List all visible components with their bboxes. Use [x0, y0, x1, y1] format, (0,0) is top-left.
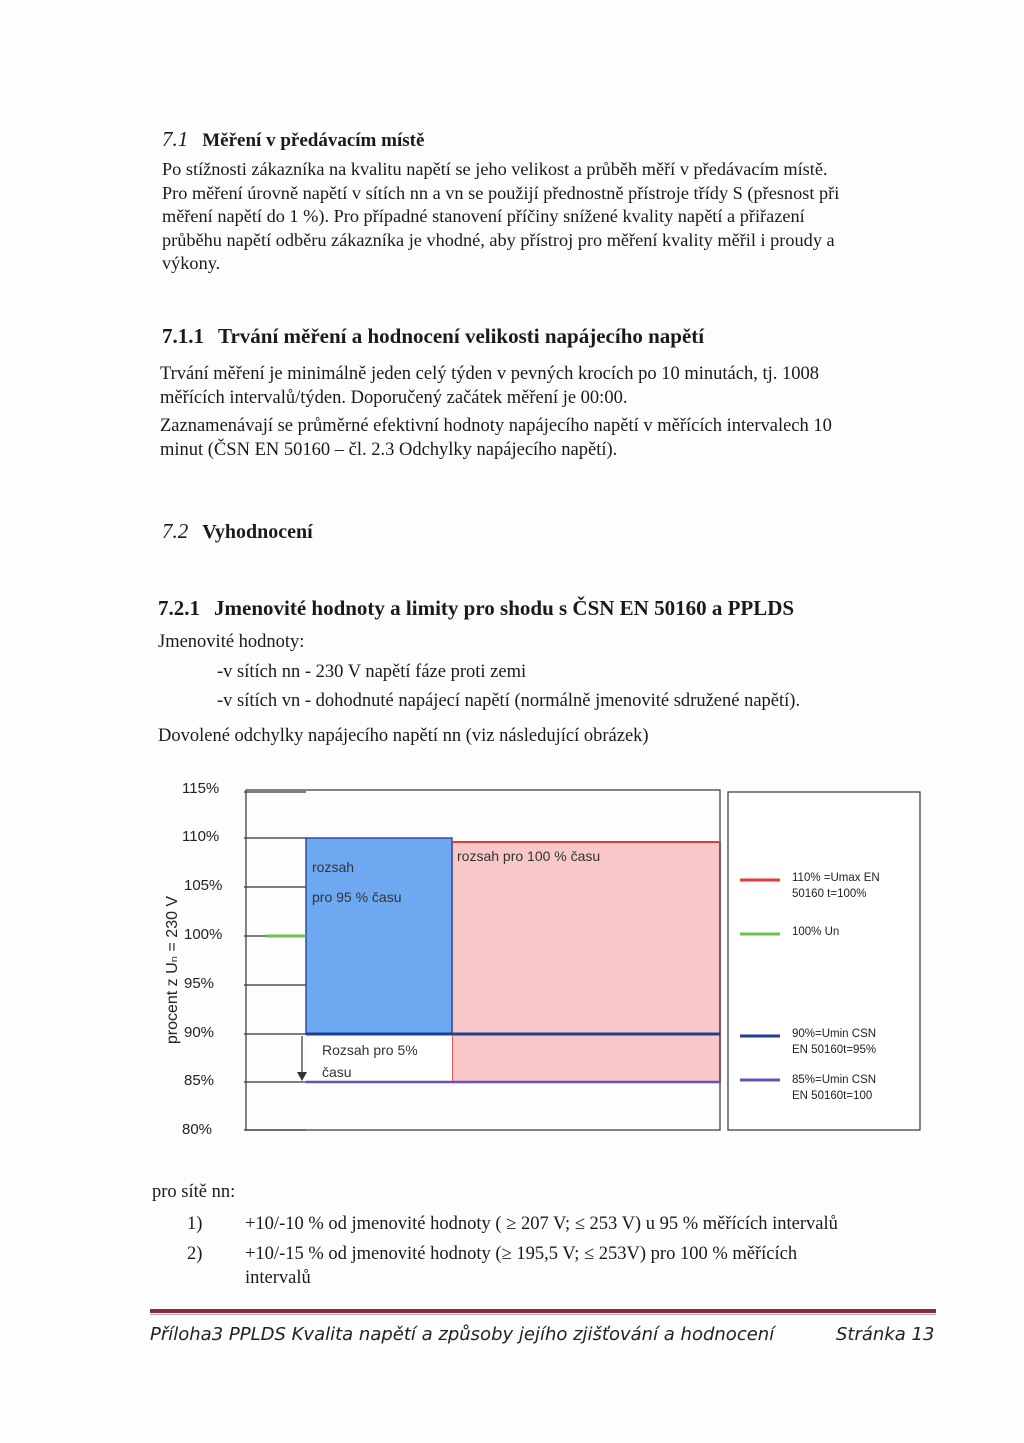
section-number: 7.1.1 [162, 324, 204, 348]
section-title: Jmenovité hodnoty a limity pro shodu s ČSN EN 50160 a PPLDS [214, 596, 795, 620]
paragraph-line: měření napětí do 1 %). Pro případné stanovení příčiny snížené kvality napětí a přiřazení [162, 206, 805, 226]
y-tick-label: 105% [184, 877, 223, 894]
section-number: 7.2.1 [158, 596, 200, 620]
legend-entry-line: EN 50160t=95% [792, 1044, 877, 1056]
y-tick-label: 85% [184, 1072, 215, 1089]
nn-item-number: 2) [187, 1244, 203, 1264]
paragraph-line: Pro měření úrovně napětí v sítích nn a vn se použijí přednostně přístroje třídy S (přesnost při [162, 182, 840, 203]
voltage-deviation-chart [140, 770, 940, 1170]
paragraph-line: průběhu napětí odběru zákazníka je vhodné, aby přístroj pro měření kvality měřil i proudy a [162, 229, 835, 250]
section-title: Vyhodnocení [202, 521, 313, 543]
legend-entry-line: 85%=Umin CSN [792, 1074, 877, 1086]
nn-item-text: +10/-15 % od jmenovité hodnoty (≥ 195,5 V; ≤ 253V) pro 100 % měřících [245, 1244, 798, 1264]
y-tick-label: 115% [182, 780, 220, 797]
y-tick-label: 100% [184, 926, 223, 943]
legend-entry-line: 50160 t=100% [792, 888, 867, 900]
box-95-label [312, 852, 402, 912]
section-7-1-heading [162, 127, 424, 152]
box-95-label-line: pro 95 % času [312, 889, 402, 905]
y-tick-label: 80% [182, 1121, 213, 1138]
legend-entry-line: EN 50160t=100 [792, 1090, 873, 1102]
nominal-item: -v sítích vn - dohodnuté napájecí napětí (normálně jmenovité sdružené napětí). [217, 691, 801, 711]
section-title: Měření v předávacím místě [202, 130, 425, 151]
legend-entry [792, 870, 880, 902]
section-number: 7.2 [162, 519, 189, 543]
footer-title: Příloha3 PPLDS Kvalita napětí a způsoby jejího zjišťování a hodnocení [150, 1324, 775, 1345]
area-100-percent [452, 842, 720, 1082]
nominal-values-label: Jmenovité hodnoty: [158, 632, 305, 652]
y-tick-label: 95% [184, 975, 215, 992]
box-5-label-line: času [322, 1064, 352, 1080]
y-axis-label: procent z Uₙ = 230 V [164, 895, 181, 1045]
paragraph-line: Po stížnosti zákazníka na kvalitu napětí se jeho velikost a průběh měří v předávacím místě. [162, 159, 828, 179]
paragraph-line: minut (ČSN EN 50160 – čl. 2.3 Odchylky napájecího napětí). [160, 440, 618, 460]
legend-entry-line: 90%=Umin CSN [792, 1028, 877, 1040]
paragraph-line: měřících intervalů/týden. Doporučený začátek měření je 00:00. [160, 388, 628, 408]
paragraph-line: Trvání měření je minimálně jeden celý týden v pevných krocích po 10 minutách, tj. 1008 [160, 364, 819, 384]
nominal-item: -v sítích nn - 230 V napětí fáze proti zemi [217, 662, 527, 682]
section-7-2-1-heading [158, 596, 794, 621]
y-tick-label: 110% [182, 828, 220, 845]
legend-entry-line: 110% =Umax EN [792, 872, 880, 884]
footer-rule-thin [150, 1314, 936, 1315]
section-number: 7.1 [162, 127, 189, 151]
footer-rule [150, 1309, 936, 1313]
paragraph-line: výkony. [162, 253, 221, 273]
paragraph-line: Zaznamenávají se průměrné efektivní hodnoty napájecího napětí v měřících intervalech 10 [160, 416, 832, 436]
section-7-1-1-paragraph-1 [160, 362, 940, 410]
page-number: Stránka 13 [836, 1324, 935, 1345]
deviation-intro: Dovolené odchylky napájecího napětí nn (viz následující obrázek) [158, 726, 649, 746]
box-95-label-line: rozsah [312, 859, 355, 875]
legend-entry [792, 1026, 876, 1058]
nn-item-text-cont: intervalů [245, 1268, 311, 1288]
legend-entry [792, 1072, 876, 1104]
box-5-label-line: Rozsah pro 5% [322, 1042, 418, 1058]
section-title: Trvání měření a hodnocení velikosti napájecího napětí [218, 324, 705, 348]
nn-item-text: +10/-10 % od jmenovité hodnoty ( ≥ 207 V; ≤ 253 V) u 95 % měřících intervalů [245, 1214, 838, 1234]
legend-entry: 100% Un [792, 926, 840, 938]
section-7-2-heading [162, 519, 313, 544]
section-7-1-1-paragraph-2 [160, 414, 940, 462]
arrow-head-icon [297, 1072, 307, 1081]
y-tick-label: 90% [184, 1024, 215, 1041]
nn-item-number: 1) [187, 1214, 203, 1234]
section-7-1-1-heading [162, 324, 704, 349]
box-5-label [322, 1039, 418, 1083]
nn-intro: pro sítě nn: [152, 1182, 236, 1202]
section-7-1-paragraph [162, 158, 938, 276]
box-100-label: rozsah pro 100 % času [457, 848, 601, 864]
